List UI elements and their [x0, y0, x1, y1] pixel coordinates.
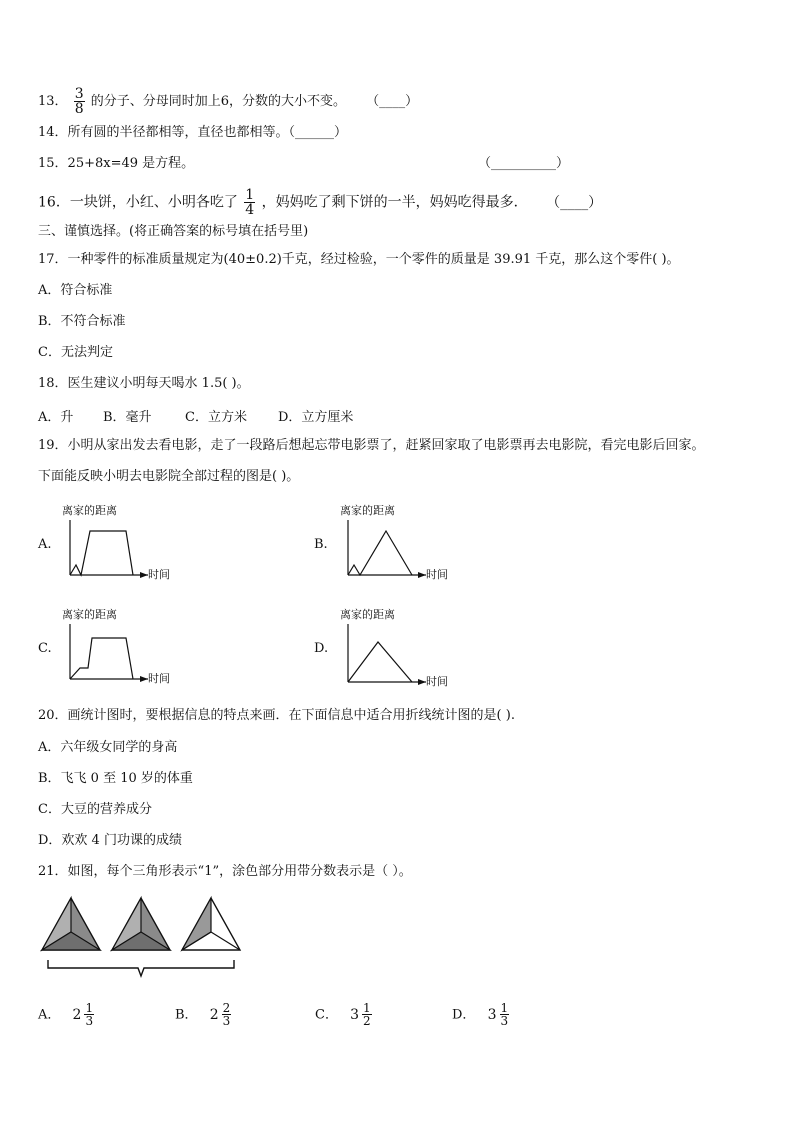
option-d[interactable]: D．立方厘米	[278, 410, 354, 425]
option-a[interactable]: A．六年级女同学的身高	[38, 740, 178, 755]
answer-blank-15[interactable]: （__________）	[478, 156, 570, 171]
x-arrow	[418, 679, 426, 685]
question-19-line1: 19．小明从家出发去看电影，走了一段路后想起忘带电影票了，赶紧回家取了电影票再去电影院，看完电影后回家。	[38, 438, 705, 453]
fraction	[74, 87, 85, 116]
numerator: 1	[500, 1001, 509, 1015]
x-axis-label: 时间	[426, 568, 448, 581]
question-21: 21．如图，每个三角形表示“1”，涂色部分用带分数表示是（ ）。	[38, 864, 412, 879]
triangle-1	[42, 898, 100, 950]
question-text: 的分子、分母同时加上6，分数的大小不变。	[90, 94, 347, 109]
whole-part: 2	[209, 1006, 219, 1023]
fraction	[362, 1002, 372, 1027]
denominator: 3	[85, 1014, 94, 1028]
graph-a-label[interactable]: A.	[38, 537, 52, 552]
question-17: 17．一种零件的标准质量规定为(40±0.2)千克，经过检验，一个零件的质量是 39.91 千克，那么这个零件( )。	[38, 252, 680, 267]
option-label: A．	[38, 1007, 61, 1023]
option-a[interactable]: A．符合标准	[38, 283, 113, 298]
x-arrow	[140, 676, 148, 682]
question-13	[38, 87, 418, 116]
section-heading: 三、谨慎选择。(将正确答案的标号填在括号里)	[38, 224, 309, 239]
x-axis-label: 时间	[148, 672, 170, 685]
question-text-pre: 16．一块饼，小红、小明各吃了	[38, 194, 238, 211]
mixed-number	[210, 1002, 234, 1027]
question-18: 18．医生建议小明每天喝水 1.5( )。	[38, 376, 250, 391]
answer-blank[interactable]: （____）	[546, 194, 603, 211]
question-text-post: ，妈妈吃了剩下饼的一半，妈妈吃得最多．	[261, 194, 528, 211]
numerator: 1	[85, 1001, 94, 1015]
y-axis-label: 离家的距离	[340, 608, 395, 621]
graph-b	[336, 500, 466, 585]
numerator: 3	[74, 86, 84, 102]
question-text: 15．25+8x=49 是方程。	[38, 156, 195, 171]
question-number: 13．	[38, 94, 68, 109]
graph-d-label[interactable]: D.	[314, 641, 329, 656]
triangle-figure	[38, 892, 248, 987]
question-20: 20．画统计图时，要根据信息的特点来画．在下面信息中适合用折线统计图的是( ).	[38, 708, 515, 723]
fraction	[500, 1002, 510, 1027]
fraction	[84, 1002, 94, 1027]
y-axis-label: 离家的距离	[340, 504, 395, 517]
option-label: B．	[175, 1007, 198, 1023]
option-b[interactable]: B．飞飞 0 至 10 岁的体重	[38, 771, 193, 786]
graph-line	[70, 638, 133, 679]
question-19-line2: 下面能反映小明去电影院全部过程的图是( )。	[38, 469, 300, 484]
mixed-number	[350, 1002, 374, 1027]
x-arrow	[140, 572, 148, 578]
whole-part: 2	[72, 1006, 82, 1023]
option-label: C．	[315, 1007, 338, 1023]
option-b[interactable]: B．不符合标准	[38, 314, 126, 329]
fraction	[222, 1002, 232, 1027]
option-a[interactable]	[38, 1002, 96, 1027]
x-axis-label: 时间	[148, 568, 170, 581]
answer-blank[interactable]: （____）	[366, 94, 419, 109]
brace	[48, 960, 234, 976]
triangle-3	[182, 898, 240, 950]
option-a[interactable]: A．升	[38, 410, 74, 425]
whole-part: 3	[350, 1006, 360, 1023]
graph-c	[58, 604, 188, 689]
x-arrow	[418, 572, 426, 578]
graph-line	[348, 642, 412, 682]
denominator: 3	[500, 1014, 509, 1028]
graph-b-label[interactable]: B.	[314, 537, 328, 552]
denominator: 4	[245, 202, 255, 218]
y-axis-label: 离家的距离	[62, 608, 117, 621]
question-16	[38, 188, 602, 217]
graph-d	[336, 604, 466, 689]
graph-line	[70, 531, 133, 575]
graph-a	[58, 500, 188, 585]
question-15	[38, 155, 194, 173]
x-axis-label: 时间	[426, 675, 448, 688]
y-axis-label: 离家的距离	[62, 504, 117, 517]
mixed-number	[488, 1002, 512, 1027]
fraction	[244, 188, 255, 217]
graph-line	[348, 531, 412, 575]
option-c[interactable]: C．大豆的营养成分	[38, 802, 152, 817]
option-c[interactable]: C．立方米	[185, 410, 247, 425]
option-b[interactable]: B．毫升	[103, 410, 152, 425]
triangle-2	[112, 898, 170, 950]
numerator: 2	[222, 1001, 231, 1015]
denominator: 3	[222, 1014, 231, 1028]
numerator: 1	[245, 187, 255, 203]
mixed-number	[73, 1002, 97, 1027]
denominator: 2	[363, 1014, 371, 1028]
option-d[interactable]	[452, 1002, 511, 1027]
option-d[interactable]: D．欢欢 4 门功课的成绩	[38, 833, 182, 848]
question-14: 14．所有圆的半径都相等，直径也都相等。（______）	[38, 125, 348, 140]
numerator: 1	[363, 1001, 371, 1015]
option-c[interactable]	[315, 1002, 374, 1027]
denominator: 8	[74, 101, 84, 117]
whole-part: 3	[487, 1006, 497, 1023]
option-c[interactable]: C．无法判定	[38, 345, 113, 360]
option-b[interactable]	[175, 1002, 233, 1027]
graph-c-label[interactable]: C.	[38, 641, 52, 656]
option-label: D．	[452, 1007, 476, 1023]
